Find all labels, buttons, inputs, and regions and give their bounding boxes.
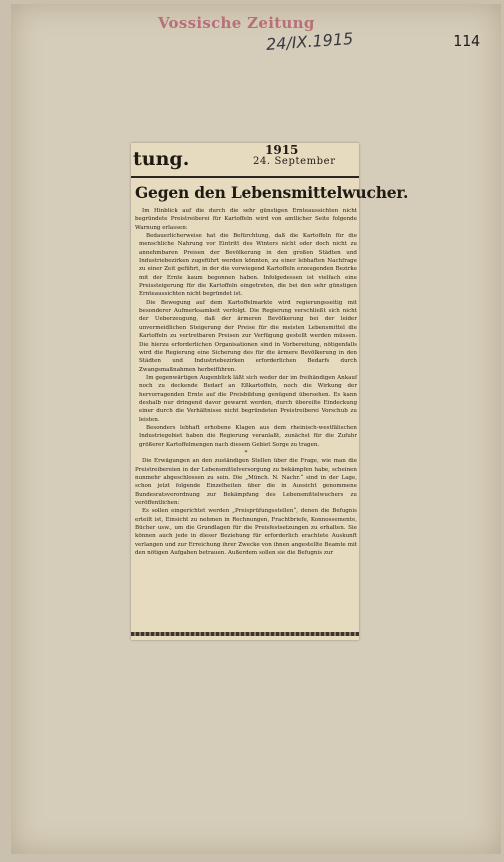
masthead-date: 24. September (253, 156, 336, 167)
article-paragraph: Die Bewegung auf dem Kartoffelmarkte wird regierungsseitig mit besonderer Aufmerksamkeit verfolgt. Die Regierung verschließt sich nicht der Ueberzeugung, daß der ärmeren Bevölkerung bei der leider unvermeidlichen Steigerung der Preise für die meisten Lebensmittel die Kartoffeln zu vertretbaren Preisen zur Verfügung gestellt werden müssen. Die hierzu erforderlichen Organisationen sind in Vorbereitung, nötigenfalls wird die Regierung eine Sicherung des für die ärmere Bevölkerung in den Städten und Industriebezirken erforderlichen Bedarfs durch Zwangsmaßnahmen herbeiführen. (139, 299, 357, 373)
sheet-number: 114 (453, 32, 481, 50)
article-body (135, 207, 357, 557)
article-paragraph: Im gegenwärtigen Augenblick läßt sich weder der im freihändigen Ankauf noch zu deckende Bedarf an Eßkartoffeln, noch die Wirkung der hervorragenden Ernte auf die Preisbildung genügend übersehen. Es kann deshalb nur dringend davor gewarnt werden, durch übereilte Eindeckung einer durch die Verhältnisse nicht begründeten Preistreiberei Vorschub zu leisten. (139, 374, 357, 423)
newspaper-clipping (131, 143, 409, 640)
article-paragraph: Bedauerlicherweise hat die Befürchtung, daß die Kartoffeln für die menschliche Nahrung vor Eintritt des Winters nicht oder doch nicht zu annehmbaren Preisen der Bevölkerung in den großen Städten und Industriebezirken zugeführt werden könnten, zu einer lebhaften Nachfrage zu einer Zeit geführt, in der die vorwiegend Kartoffeln erzeugenden Bezirke mit der Ernte kaum begonnen haben. Infolgedessen ist vielfach eine Preissteigerung für die Kartoffeln eingetreten, die bei den sehr günstigen Ernteaussichten nicht begründet ist. (139, 233, 357, 298)
article-paragraph: Es sollen eingerichtet werden „Preisprüfungsstellen“, denen die Befugnis erteilt ist, Einsicht zu nehmen in Rechnungen, Frachtbriefe, Konnossemente, Bücher usw., um die Grundlagen für die Preisfestsetzungen zu erhalten. Sie können auch jede in dieser Beziehung für erforderlich erachtete Auskunft verlangen und zur Erreichung ihrer Zwecke von ihnen angestellte Beamte mit den nötigen Aufgaben betrauen. Außerdem sollen sie die Befugnis zur (135, 508, 357, 557)
bottom-rule (131, 632, 359, 636)
masthead-name: tung. (133, 148, 190, 170)
newspaper-stamp: Vossische Zeitung (158, 14, 315, 32)
article-intro: Im Hinblick auf die durch die sehr günstigen Ernteaussichten nicht begründete Preistreiberei für Kartoffeln wird von amtlicher Seite folgende Warnung erlassen: (135, 208, 357, 231)
masthead (131, 143, 359, 178)
masthead-year: 1915 (265, 143, 299, 157)
article-headline: Gegen den Lebensmittelwucher. (135, 183, 409, 202)
article-paragraph: Die Erwägungen an den zuständigen Stellen über die Frage, wie man die Preistreibereien in der Lebensmittelversorgung zu bekämpfen habe, scheinen nunmehr abgeschlossen zu sein. Die „Münch. N. Nachr.“ sind in der Lage, schon jetzt folgende Einzelheiten über die in Aussicht genommene Bundesratsverordnung zur Bekämpfung des Lebensmittelwuchers zu veröffentlichen: (135, 458, 357, 507)
section-separator: * (244, 449, 248, 456)
handwritten-date: 24/IX.1915 (265, 28, 354, 55)
article-paragraph: Besonders lebhaft erhobene Klagen aus dem rheinisch-westfälischen Industriegebiet haben die Regierung veranlaßt, zunächst für die Zufuhr größerer Kartoffelmengen nach diesem Gebiet Sorge zu tragen. (139, 424, 357, 448)
